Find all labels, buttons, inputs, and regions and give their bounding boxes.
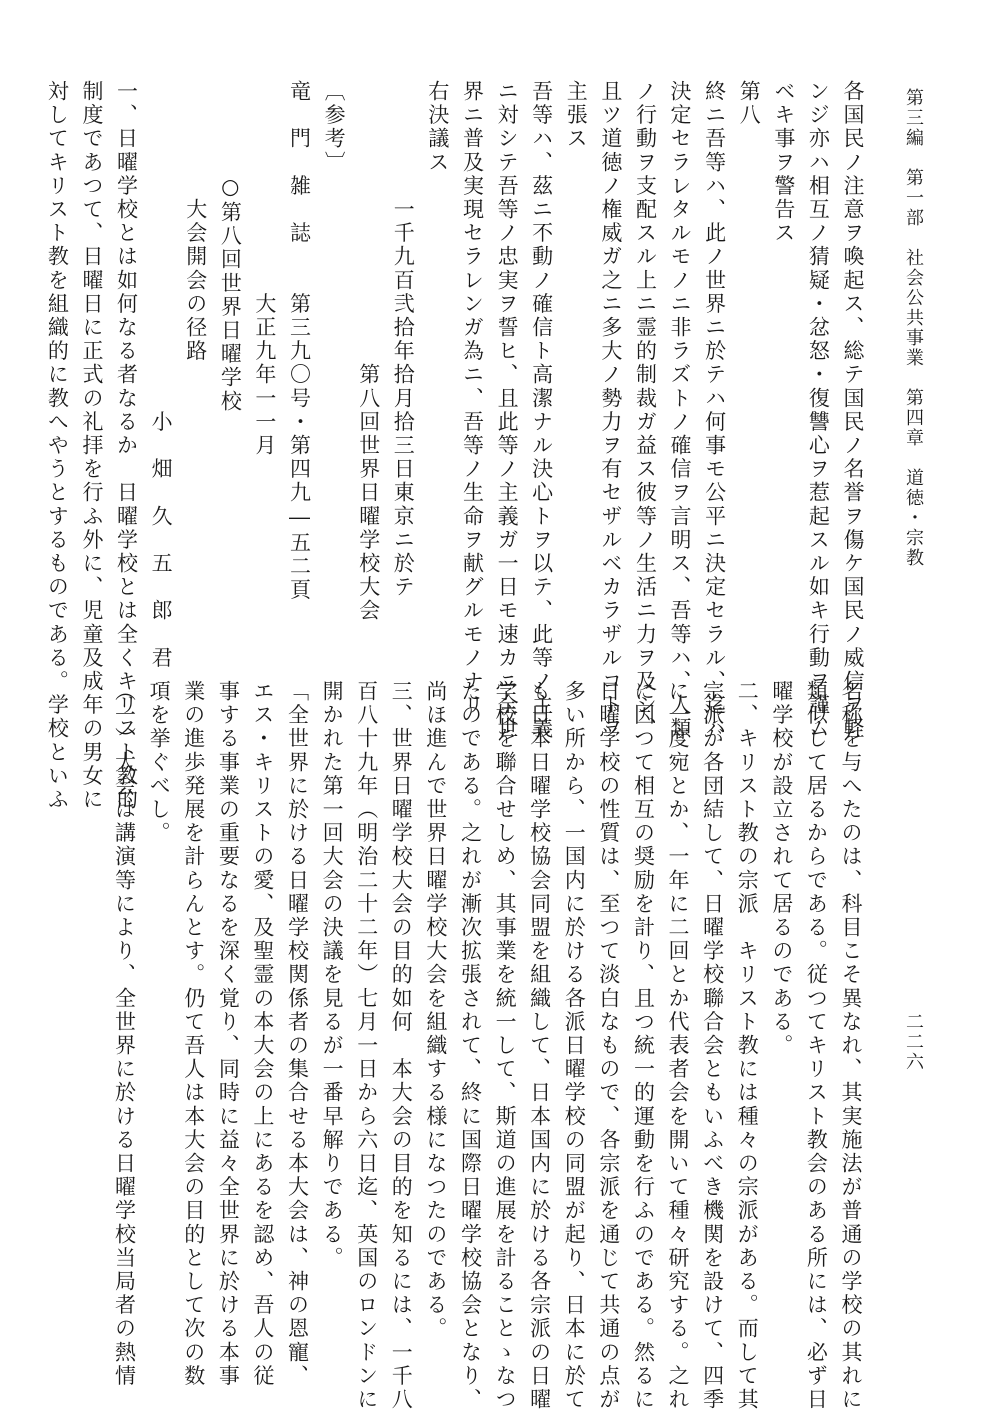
text-line: ンジ亦ハ相互ノ猜疑・忿怒・復讐心ヲ惹起スル如キ行動ヲ謹ム <box>806 80 831 741</box>
text-line: 類似して居るからである。従つてキリスト教会のある所には、必ず日 <box>804 680 829 1412</box>
text-line: 一千九百弐拾年拾月拾三日東京ニ於テ <box>391 80 416 600</box>
text-line: 第八回世界日曜学校大会 <box>356 80 381 623</box>
text-line: 制度であつて、日曜日に正式の礼拝を行ふ外に、児童及成年の男女に <box>79 80 104 812</box>
text-line: 主張ス <box>564 80 589 151</box>
text-line: 吾等ハ、茲ニ不動ノ確信ト高潔ナル決心トヲ以テ、此等ノ主義 <box>529 80 554 741</box>
running-header: 第三編 第一部 社会公共事業 第四章 道徳・宗教 <box>903 88 924 568</box>
text-line: に因つて相互の奨励を計り、且つ統一的運動を行ふのである。然るに <box>631 680 656 1412</box>
text-line: 終ニ吾等ハ、此ノ世界ニ於テハ何事モ公平ニ決定セラル、迄ハ <box>702 80 727 741</box>
lower-text-block <box>107 680 868 1412</box>
text-line: 二、キリスト教の宗派 キリスト教には種々の宗派がある。而して其 <box>735 680 760 1412</box>
text-line: 「全世界に於ける日曜学校関係者の集合せる本大会は、神の恩寵、 <box>285 680 310 1388</box>
text-line: 大正九年一一月 <box>252 80 277 458</box>
text-line: 宗派が各団結して、日曜学校聯合会ともいふべき機関を設けて、四季 <box>700 680 725 1412</box>
text-line: 百八十九年（明治二十二年）七月一日から六日迄、英国のロンドンに <box>354 680 379 1412</box>
text-line: 日曜学校の性質は、至つて淡白なもので、各宗派を通じて共通の点が <box>596 680 621 1412</box>
text-line: 尚ほ進んで世界日曜学校大会を組織する様になつたのである。 <box>423 680 448 1341</box>
text-line: 決定セラレタルモノニ非ラズトノ確信ヲ言明ス、吾等ハ、人類 <box>668 80 693 741</box>
text-line: （一）大会は講演等により、全世界に於ける日曜学校当局者の熱情 <box>112 680 137 1388</box>
text-line: 一、日曜学校とは如何なる者なるか 日曜学校とは全くキリスト教的 <box>114 80 139 812</box>
text-line: たのである。之れが漸次拡張されて、終に国際日曜学校協会となり、 <box>458 680 483 1412</box>
text-line: 界ニ普及実現セラレンガ為ニ、吾等ノ生命ヲ献グルモノナリ <box>460 80 485 718</box>
text-line: も日本日曜学校協会同盟を組織して、日本国内に於ける各宗派の日曜 <box>527 680 552 1412</box>
text-line: 曜学校が設立されて居るのである。 <box>769 680 794 1058</box>
text-line: 三、世界日曜学校大会の目的如何 本大会の目的を知るには、一千八 <box>389 680 414 1412</box>
text-line: ノ行動ヲ支配スル上ニ霊的制裁ガ益ス彼等ノ生活ニ力ヲ及シ、 <box>633 80 658 741</box>
text-line: ○第八回世界日曜学校 <box>218 80 243 414</box>
text-line: エス・キリストの愛、及聖霊の本大会の上にあるを認め、吾人の従 <box>250 680 275 1388</box>
text-line: 小 畑 久 五 郎 君 <box>149 80 174 670</box>
text-line: 学校を聯合せしめ、其事業を統一して、斯道の進展を計ることゝなつ <box>493 680 518 1412</box>
text-line: に一度宛とか、一年に二回とか代表者会を開いて種々研究する。之れ <box>666 680 691 1412</box>
text-line: 各国民ノ注意ヲ喚起ス、総テ国民ノ名誉ヲ傷ケ国民ノ威信ヲ軽 <box>841 80 865 741</box>
text-line: 〔参考〕 <box>322 80 347 175</box>
text-line: 対してキリスト教を組織的に教へやうとするものである。学校といふ <box>45 80 70 812</box>
text-line: 事する事業の重要なるを深く覚り、同時に益々全世界に於ける本事 <box>216 680 241 1388</box>
text-line: 項を挙ぐべし。 <box>147 680 172 846</box>
text-line: 第八 <box>737 80 762 128</box>
text-line: 名称を与へたのは、科目こそ異なれ、其実施法が普通の学校の其れに <box>839 680 863 1412</box>
text-line: ニ対シテ吾等ノ忠実ヲ誓ヒ、且此等ノ主義ガ一日モ速カニ全世 <box>495 80 520 741</box>
text-line: 大会開会の径路 <box>183 80 208 364</box>
text-line: 多い所から、一国内に於ける各派日曜学校の同盟が起り、日本に於て <box>562 680 587 1412</box>
text-line: 右決議ス <box>425 80 450 175</box>
text-line: 開かれた第一回大会の決議を見るが一番早解りである。 <box>320 680 345 1270</box>
text-line: 竜 門 雑 誌 第三九〇号・第四九―五二頁 <box>287 80 312 603</box>
text-line: 業の進歩発展を計らんとす。仍て吾人は本大会の目的として次の数 <box>181 680 206 1388</box>
text-line: 且ツ道徳ノ権威ガ之ニ多大ノ勢力ヲ有セザルベカラザルコトヲ <box>598 80 623 741</box>
text-line: ベキ事ヲ警告ス <box>771 80 796 246</box>
page-number: 二二六 <box>903 1012 924 1072</box>
